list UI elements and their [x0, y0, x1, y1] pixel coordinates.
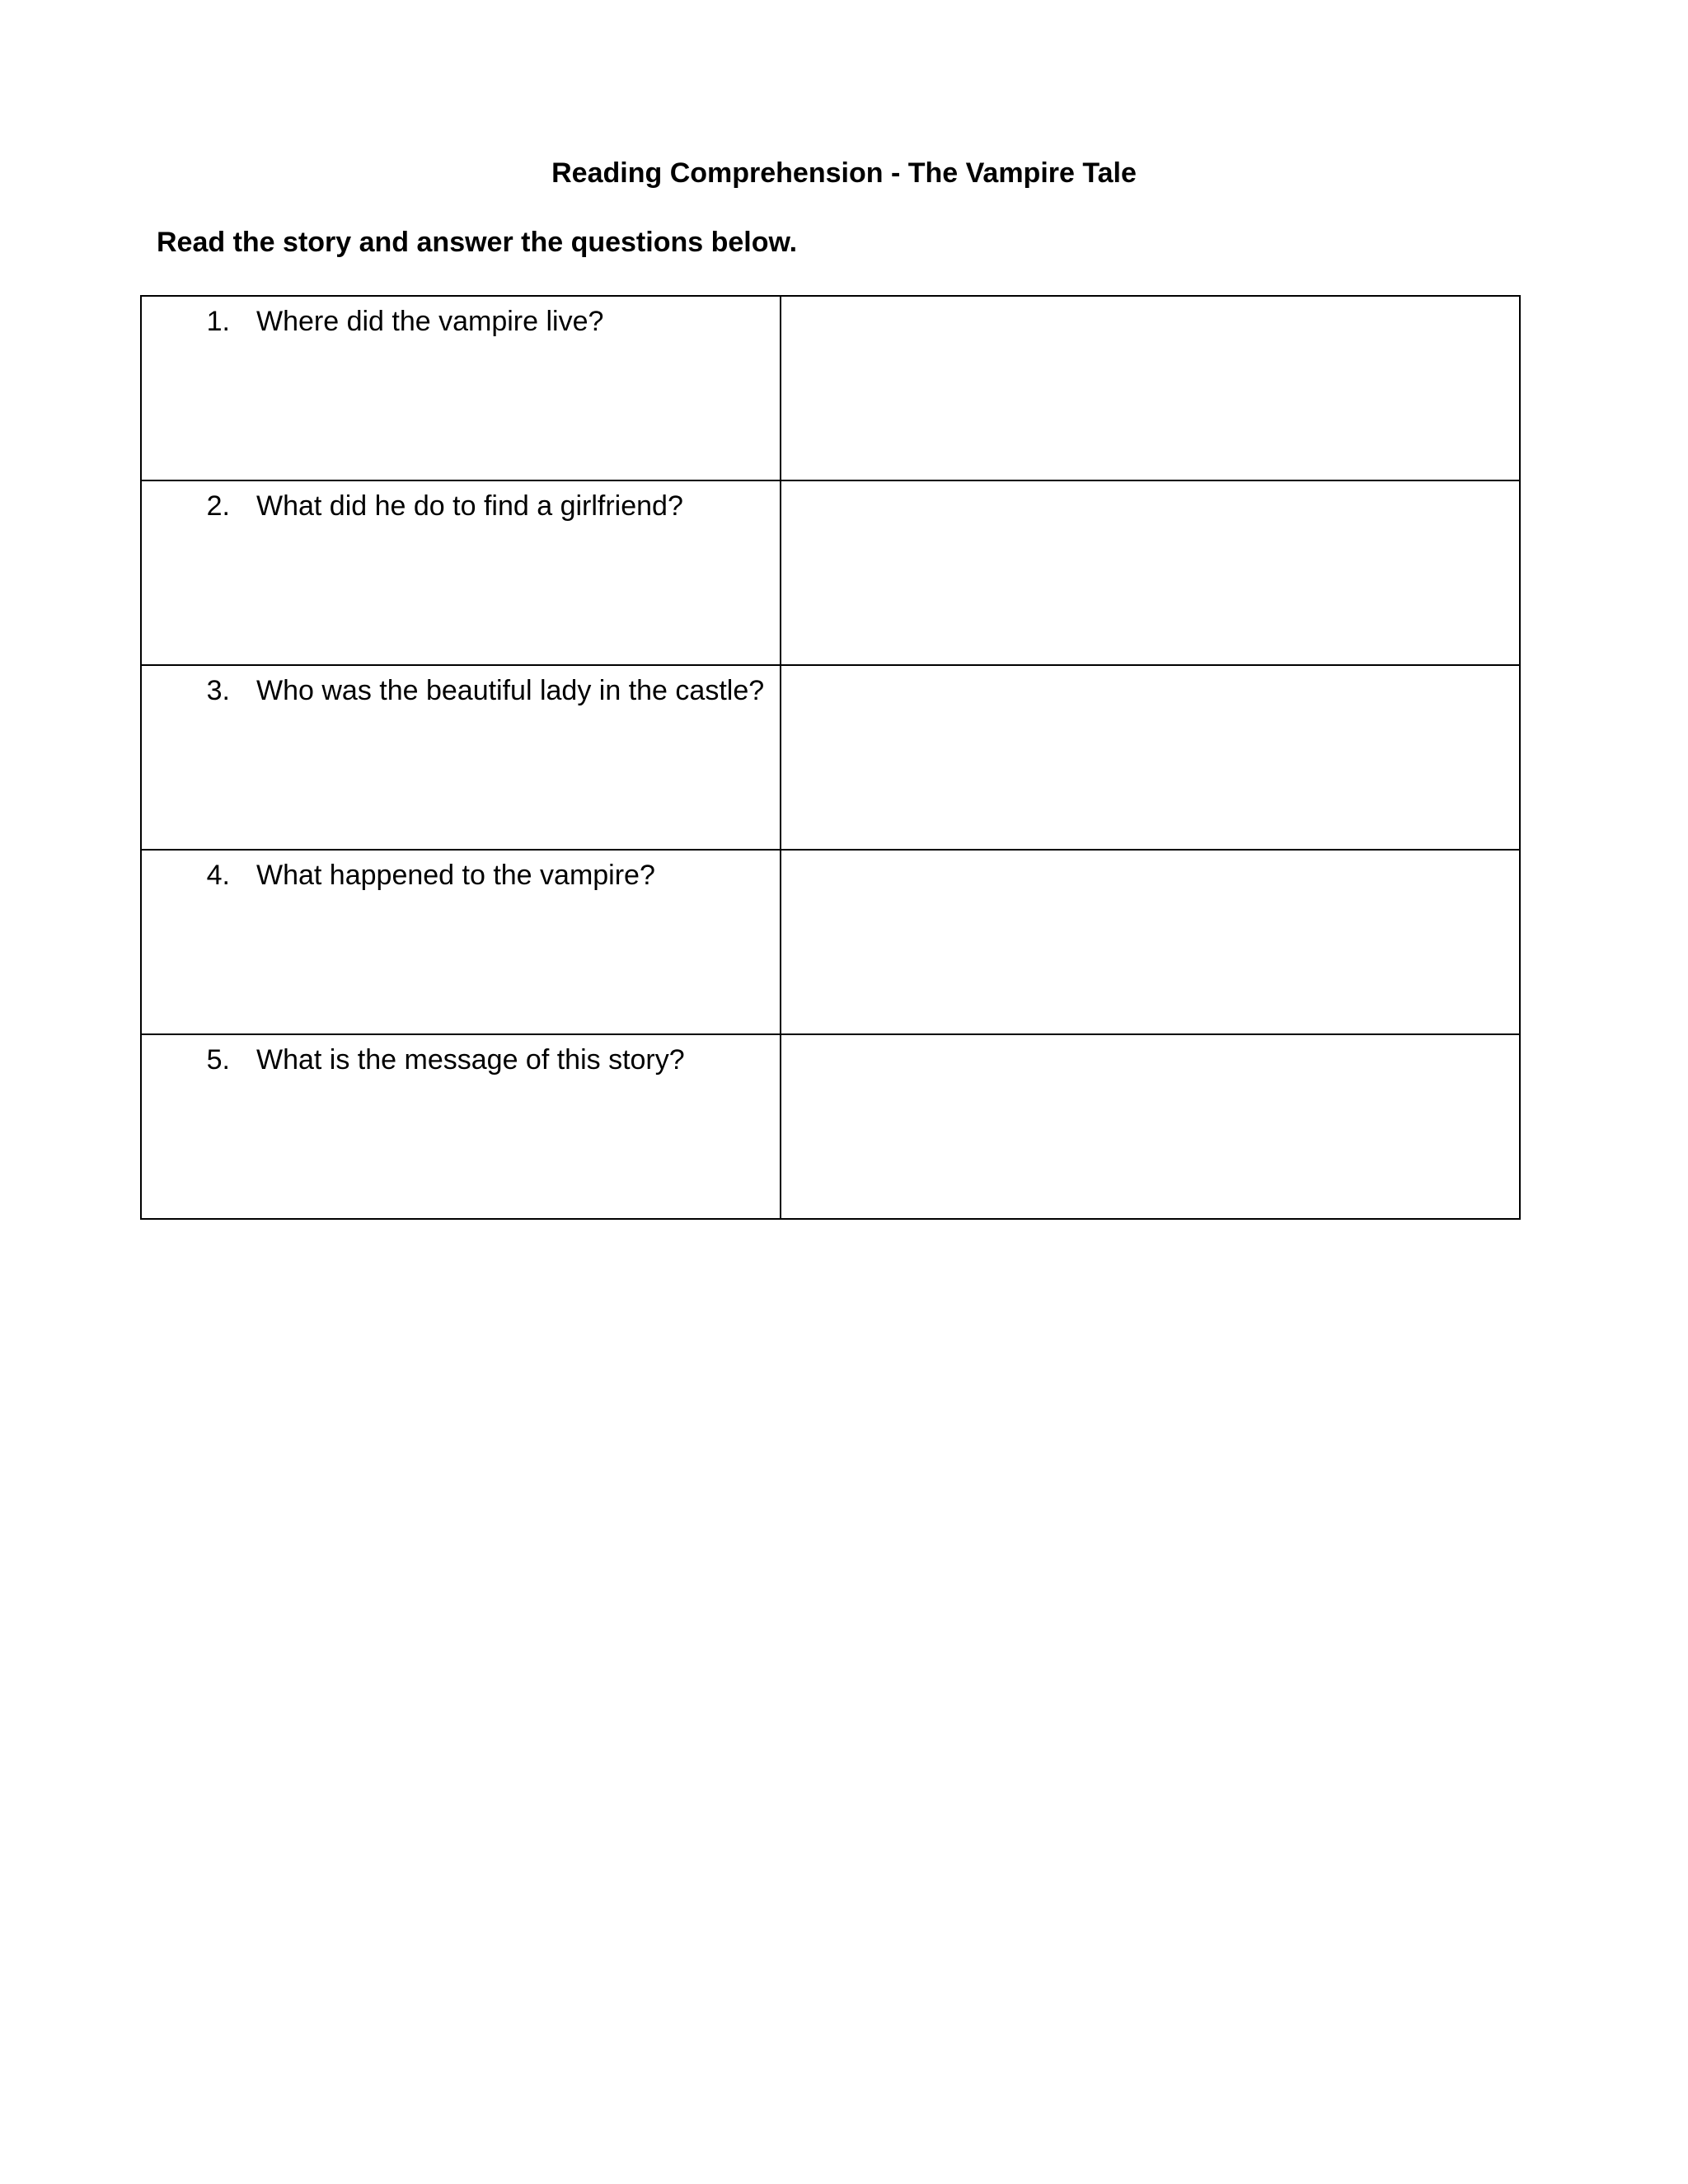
answer-cell[interactable] [781, 665, 1520, 850]
question-number: 3. [206, 675, 230, 706]
instructions-text: Read the story and answer the questions below. [157, 227, 798, 258]
table-row [141, 1034, 1520, 1219]
question-cell [141, 1034, 781, 1219]
table-row [141, 850, 1520, 1034]
question-text: What did he do to find a girlfriend? [256, 490, 683, 522]
question-cell [141, 480, 781, 665]
question-text: Where did the vampire live? [256, 306, 604, 337]
table-row [141, 480, 1520, 665]
question-table [140, 295, 1521, 1220]
question-text: Who was the beautiful lady in the castle? [256, 675, 765, 706]
answer-cell[interactable] [781, 480, 1520, 665]
table-row [141, 665, 1520, 850]
answer-cell[interactable] [781, 1034, 1520, 1219]
question-cell [141, 296, 781, 480]
page-title: Reading Comprehension - The Vampire Tale [551, 157, 1137, 189]
answer-cell[interactable] [781, 850, 1520, 1034]
question-cell [141, 850, 781, 1034]
table-row [141, 296, 1520, 480]
question-text: What happened to the vampire? [256, 860, 655, 891]
question-number: 5. [206, 1044, 230, 1076]
question-text: What is the message of this story? [256, 1044, 685, 1076]
question-cell [141, 665, 781, 850]
question-number: 4. [206, 860, 230, 891]
question-number: 2. [206, 490, 230, 522]
question-number: 1. [206, 306, 230, 337]
answer-cell[interactable] [781, 296, 1520, 480]
